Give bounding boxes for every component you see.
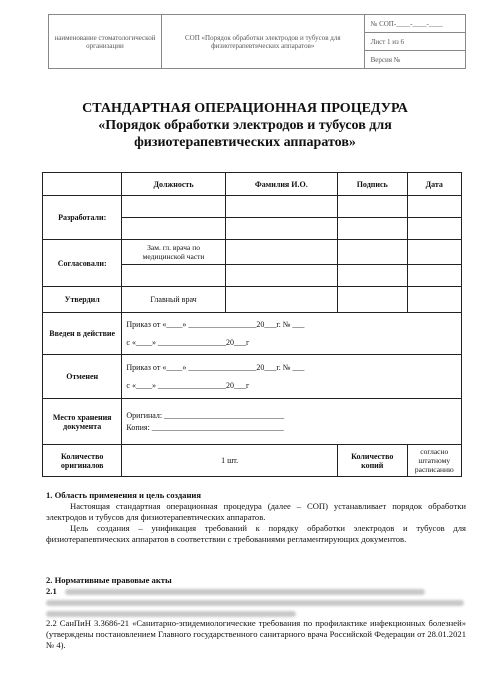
cancelled-cell xyxy=(122,355,462,399)
redacted-line-1 xyxy=(65,589,425,595)
sop-number: № СОП-____-____-____ xyxy=(364,15,465,33)
org-name: наименование стоматологической организации xyxy=(49,15,162,69)
introduced-cell xyxy=(122,313,462,355)
copies-count-value: согласно штатному расписанию xyxy=(407,445,461,477)
copies-count-label: Количество копий xyxy=(337,445,407,477)
document-title xyxy=(30,100,460,151)
section-2 xyxy=(46,575,466,651)
introduced-order-line: Приказ от «____» _________________20___г. № ___ xyxy=(126,320,305,329)
developed-label: Разработали: xyxy=(43,196,122,240)
cancelled-label: Отменен xyxy=(43,355,122,399)
original-line: Оригинал: ______________________________ xyxy=(126,411,285,420)
item-2-1-number: 2.1 xyxy=(46,586,57,596)
agreed-position: Зам. гл. врача по медицинской части xyxy=(122,240,224,265)
redacted-line-2 xyxy=(46,600,464,606)
corner-cell xyxy=(43,173,122,196)
col-name: Фамилия И.О. xyxy=(225,173,337,196)
introduced-label: Введен в действие xyxy=(43,313,122,355)
originals-count-value: 1 шт. xyxy=(122,445,338,477)
storage-cell xyxy=(122,399,462,445)
version-number: Версия № xyxy=(364,51,465,69)
originals-count-label: Количество оригиналов xyxy=(43,445,122,477)
introduced-from-line: с «____» _________________20___г xyxy=(126,338,250,347)
approval-table xyxy=(42,172,462,477)
sop-header-title: СОП «Порядок обработки электродов и тубусов для физиотерапевтических аппаратов» xyxy=(161,15,364,69)
storage-label: Место хранения документа xyxy=(43,399,122,445)
section-1-paragraph-2: Цель создания – унификация требований к порядку обработки электродов и тубусов для физиотерапевтических аппаратов в соответствии с требованиями регламентирующих документов. xyxy=(46,523,466,544)
col-signature: Подпись xyxy=(337,173,407,196)
approved-label: Утвердил xyxy=(43,287,122,313)
section-1 xyxy=(46,490,466,545)
title-line-3: физиотерапевтических аппаратов» xyxy=(134,135,356,150)
item-2-2: 2.2 СанПиН 3.3686-21 «Санитарно-эпидемиологические требования по профилактике инфекционных болезней» (утверждены постановлением Главного государственного санитарного врача Российской Федерации от 28.01.2021 № 4). xyxy=(46,618,466,650)
redacted-line-3 xyxy=(46,611,296,617)
title-line-2: «Порядок обработки электродов и тубусов для xyxy=(98,118,392,133)
copy-line: Копия: _________________________________ xyxy=(126,423,284,432)
section-1-paragraph-1: Настоящая стандартная операционная процедура (далее – СОП) устанавливает порядок обработки электродов и тубусов для физиотерапевтических аппаратов. xyxy=(46,501,466,522)
cancelled-order-line: Приказ от «____» _________________20___г. № ___ xyxy=(126,363,305,372)
title-line-1: СТАНДАРТНАЯ ОПЕРАЦИОННАЯ ПРОЦЕДУРА xyxy=(82,101,408,116)
redacted-item-2-1 xyxy=(46,586,466,618)
document-header xyxy=(48,14,466,69)
col-position: Должность xyxy=(122,173,225,196)
sheet-number: Лист 1 из 6 xyxy=(364,33,465,51)
section-1-heading: 1. Область применения и цель создания xyxy=(46,490,202,500)
agreed-label: Согласовали: xyxy=(43,240,122,287)
col-date: Дата xyxy=(407,173,461,196)
cancelled-from-line: с «____» _________________20___г xyxy=(126,381,250,390)
section-2-heading: 2. Нормативные правовые акты xyxy=(46,575,172,585)
approved-position: Главный врач xyxy=(122,287,225,313)
